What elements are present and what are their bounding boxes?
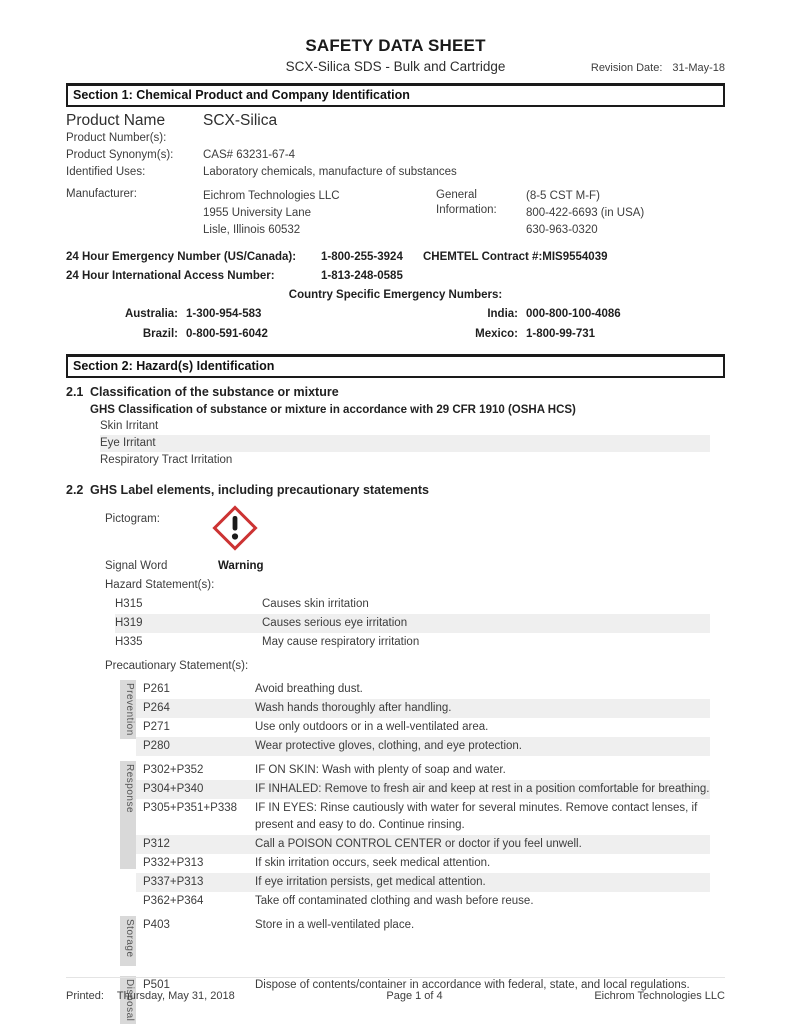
product-number-row xyxy=(66,130,725,147)
classification-list xyxy=(100,418,725,469)
manufacturer-name: Eichrom Technologies LLC xyxy=(203,190,340,202)
precaution-row: P312 Call a POISON CONTROL CENTER or doctor if you feel unwell. xyxy=(136,835,710,854)
identified-uses-row xyxy=(66,164,725,181)
general-info-phone-alt: 630-963-0320 xyxy=(526,224,598,236)
hazard-text: May cause respiratory irritation xyxy=(262,636,420,648)
precaution-group-response xyxy=(120,761,725,911)
page-number: Page 1 of 4 xyxy=(386,990,443,1002)
product-name-value: SCX-Silica xyxy=(203,112,278,129)
document-subtitle: SCX-Silica SDS - Bulk and Cartridge xyxy=(285,59,506,74)
country-emergency-heading: Country Specific Emergency Numbers: xyxy=(288,289,503,301)
hazard-code: H335 xyxy=(115,636,143,648)
country-number-mexico: 1-800-99-731 xyxy=(526,328,596,340)
subtitle-row xyxy=(66,59,725,77)
revision-date-label: Revision Date: xyxy=(590,62,663,74)
precaution-group-storage xyxy=(120,916,725,966)
country-number-india: 000-800-100-4086 xyxy=(526,308,621,320)
hazard-statements-label: Hazard Statement(s): xyxy=(105,579,215,591)
printed-info xyxy=(66,990,235,1002)
country-label-brazil: Brazil: xyxy=(142,328,178,340)
page-footer xyxy=(66,977,725,1002)
precaution-row: P304+P340 IF INHALED: Remove to fresh air and keep at rest in a position comfortable for breathing. xyxy=(136,780,710,799)
identified-uses-value: Laboratory chemicals, manufacture of substances xyxy=(203,166,457,178)
group-strip-disposal: Disposal xyxy=(120,976,136,1024)
precaution-row: P337+P313 If eye irritation persists, get medical attention. xyxy=(136,873,710,892)
precaution-row: P264 Wash hands thoroughly after handling. xyxy=(136,699,710,718)
product-name-row xyxy=(66,112,725,130)
document-title: SAFETY DATA SHEET xyxy=(305,36,486,55)
identified-uses-label: Identified Uses: xyxy=(66,166,146,178)
emergency-numbers-block xyxy=(66,248,725,344)
pictogram-label: Pictogram: xyxy=(105,513,160,525)
product-synonym-row xyxy=(66,147,725,164)
precaution-row: P280 Wear protective gloves, clothing, and eye protection. xyxy=(136,737,710,756)
general-info-hours: (8-5 CST M-F) xyxy=(526,190,600,202)
precaution-row: P302+P352 IF ON SKIN: Wash with plenty of soap and water. xyxy=(143,764,506,776)
hazard-statement-row xyxy=(115,595,710,614)
footer-company: Eichrom Technologies LLC xyxy=(594,990,725,1002)
country-label-australia: Australia: xyxy=(124,308,178,320)
printed-date: Thursday, May 31, 2018 xyxy=(116,990,235,1002)
group-strip-storage: Storage xyxy=(120,916,136,966)
country-number-australia: 1-300-954-583 xyxy=(186,308,262,320)
classification-item: Skin Irritant xyxy=(100,420,159,432)
hazard-statements-list xyxy=(66,595,725,652)
country-number-brazil: 0-800-591-6042 xyxy=(186,328,268,340)
emergency-intl-row xyxy=(66,267,725,286)
revision-date-value: 31-May-18 xyxy=(672,62,725,74)
country-label-mexico: Mexico: xyxy=(475,328,518,340)
precaution-row: P305+P351+P338 IF IN EYES: Rinse cautiously with water for several minutes. Remove contact lenses, if present and easy to do. Continue rinsing. xyxy=(143,802,698,831)
manufacturer-label: Manufacturer: xyxy=(66,188,137,200)
emergency-intl-number: 1-813-248-0585 xyxy=(321,270,403,282)
group-strip-response: Response xyxy=(120,761,136,869)
group-strip-prevention: Prevention xyxy=(120,680,136,739)
precaution-row: P332+P313 If skin irritation occurs, seek medical attention. xyxy=(143,857,491,869)
hazard-statement-row xyxy=(115,633,710,652)
country-label-india: India: xyxy=(487,308,518,320)
manufacturer-street: 1955 University Lane xyxy=(203,207,312,219)
manufacturer-block xyxy=(66,188,725,239)
precautionary-statements-label: Precautionary Statement(s): xyxy=(105,660,249,672)
product-synonym-value: CAS# 63231-67-4 xyxy=(203,149,296,161)
manufacturer-city: Lisle, Illinois 60532 xyxy=(203,224,301,236)
product-synonym-label: Product Synonym(s): xyxy=(66,149,174,161)
precaution-row: P501 Dispose of contents/container in accordance with federal, state, and local regulations. xyxy=(143,979,690,991)
precaution-group-prevention xyxy=(120,680,725,756)
hazard-text: Causes serious eye irritation xyxy=(262,617,408,629)
signal-word-label: Signal Word xyxy=(105,560,168,572)
section-2-1-heading: 2.1 Classification of the substance or mixture xyxy=(66,385,339,399)
ghs-exclamation-pictogram-icon xyxy=(210,503,260,553)
precaution-row: P271 Use only outdoors or in a well-ventilated area. xyxy=(143,721,489,733)
section-1-header: Section 1: Chemical Product and Company Identification xyxy=(66,83,725,107)
revision-date xyxy=(591,62,725,74)
country-emergency-grid xyxy=(66,304,725,344)
hazard-code: H319 xyxy=(115,617,143,629)
general-info-label: General Information: xyxy=(436,189,497,216)
hazard-statement-row xyxy=(115,614,710,633)
emergency-intl-label: 24 Hour International Access Number: xyxy=(66,270,275,282)
precaution-row: P261 Avoid breathing dust. xyxy=(143,683,363,695)
hazard-text: Causes skin irritation xyxy=(262,598,369,610)
emergency-us-row xyxy=(66,248,725,267)
manufacturer-address xyxy=(203,188,436,239)
signal-word-row xyxy=(66,557,725,575)
signal-word-value: Warning xyxy=(218,560,264,572)
emergency-us-label: 24 Hour Emergency Number (US/Canada): xyxy=(66,251,297,263)
classification-item: Respiratory Tract Irritation xyxy=(100,454,233,466)
precaution-row: P403 Store in a well-ventilated place. xyxy=(143,919,415,931)
product-name-label: Product Name xyxy=(66,112,166,129)
pictogram-row xyxy=(66,503,725,555)
product-number-label: Product Number(s): xyxy=(66,132,167,144)
section-2-header: Section 2: Hazard(s) Identification xyxy=(66,354,725,378)
hazard-code: H315 xyxy=(115,598,143,610)
ghs-classification-line: GHS Classification of substance or mixture in accordance with 29 CFR 1910 (OSHA HCS) xyxy=(90,404,576,416)
general-info-values xyxy=(526,188,644,239)
precaution-row: P362+P364 Take off contaminated clothing and wash before reuse. xyxy=(143,895,534,907)
general-info-phone-us: 800-422-6693 (in USA) xyxy=(526,207,645,219)
emergency-us-number: 1-800-255-3924 xyxy=(321,251,403,263)
classification-item: Eye Irritant xyxy=(100,435,710,452)
section-2-2-heading: 2.2 GHS Label elements, including precautionary statements xyxy=(66,483,429,497)
chemtel-contract: CHEMTEL Contract #:MIS9554039 xyxy=(423,251,608,263)
printed-label: Printed: xyxy=(66,990,104,1002)
